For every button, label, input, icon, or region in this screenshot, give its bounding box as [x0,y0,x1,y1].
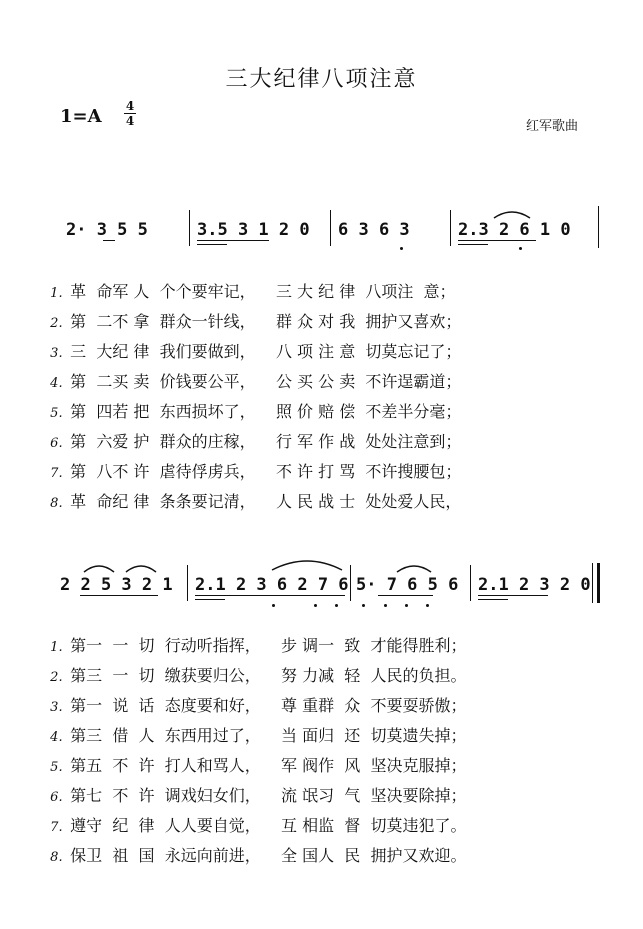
final-barline-thin [592,563,593,603]
beam-underline [458,240,536,241]
beam-underline [103,240,115,241]
barline [598,206,599,248]
verse-number: 8. [50,496,63,511]
verse-number: 6. [50,790,63,805]
verse-number: 2. [50,316,63,331]
measure-3-notes: 6 3 6 3 [338,220,410,240]
measure-6-notes: 2.1 2 3 6 2 7 6 [195,575,349,595]
time-signature-top: 4 [125,99,135,113]
verse-text: 遵守 纪 律 人人要自觉， 互 相监 督 切莫违犯了。 [70,816,467,835]
slur [395,562,433,574]
verse-text: 第三 一 切 缴获要归公， 努 力减 轻 人民的负担。 [70,666,467,685]
measure-8-notes: 2.1 2 3 2 0 [478,575,591,595]
verse-number: 3. [50,700,63,715]
low-octave-dot [362,604,365,607]
verse-text: 第五 不 许 打人和骂人， 军 阀作 风 坚决克服掉； [70,756,467,775]
verse-number: 7. [50,466,63,481]
verse-number: 5. [50,760,63,775]
slur [270,556,344,572]
low-octave-dot [405,604,408,607]
low-octave-dot [426,604,429,607]
verse-number: 2. [50,670,63,685]
low-octave-dot [384,604,387,607]
composer-credit: 红军歌曲 [526,119,579,134]
beam-underline [478,599,508,600]
measure-4-notes: 2.3 2 6 1 0 [458,220,571,240]
verse-text: 第三 借 人 东西用过了， 当 面归 还 切莫遗失掉； [70,726,467,745]
verse-number: 4. [50,376,63,391]
barline [187,565,188,601]
verse-number: 7. [50,820,63,835]
time-signature [123,99,137,128]
song-title: 三大纪律八项注意 [225,67,418,92]
low-octave-dot [400,247,403,250]
verse-text: 第七 不 许 调戏妇女们， 流 氓习 气 坚决要除掉； [70,786,467,805]
low-octave-dot [335,604,338,607]
verse-text: 第 四若 把 东西损坏了， 照 价 赔 偿 不差半分毫； [70,402,462,421]
beam-underline [195,595,345,596]
verse-number: 8. [50,850,63,865]
verse-text: 革 命军 人 个个要牢记， 三 大 纪 律 八项注 意； [70,282,456,301]
verse-number: 1. [50,286,63,301]
barline [450,210,451,246]
slur [82,562,116,574]
slur [492,208,532,220]
verse-text: 第 八不 许 虐待俘虏兵， 不 许 打 骂 不许搜腰包； [70,462,462,481]
beam-underline [458,244,488,245]
barline [470,565,471,601]
verse-text: 第一 说 话 态度要和好， 尊 重群 众 不要耍骄傲； [70,696,467,715]
verse-text: 第 二不 拿 群众一针线， 群 众 对 我 拥护又喜欢； [70,312,462,331]
barline [330,210,331,246]
slur [124,562,158,574]
barline [350,565,351,601]
verse-text: 保卫 祖 国 永远向前进， 全 国人 民 拥护又欢迎。 [70,846,467,865]
verse-number: 6. [50,436,63,451]
verse-text: 第一 一 切 行动听指挥， 步 调一 致 才能得胜利； [70,636,467,655]
verse-text: 革 命纪 律 条条要记清， 人 民 战 士 处处爱人民， [70,492,462,511]
key-signature: 1=A [60,106,102,127]
verse-number: 3. [50,346,63,361]
verse-text: 三 大纪 律 我们要做到， 八 项 注 意 切莫忘记了； [70,342,462,361]
beam-underline [195,599,225,600]
verse-number: 1. [50,640,63,655]
low-octave-dot [314,604,317,607]
verse-line [40,470,600,512]
time-signature-bottom: 4 [125,114,135,128]
verse-line [40,824,600,866]
beam-underline [197,240,269,241]
verse-text: 第 二买 卖 价钱要公平， 公 买 公 卖 不许逞霸道； [70,372,462,391]
verse-text: 第 六爱 护 群众的庄稼， 行 军 作 战 处处注意到； [70,432,462,451]
beam-underline [80,595,158,596]
measure-5-notes: 2 2 5 3 2 1 [60,575,173,595]
beam-underline [197,244,227,245]
beam-underline [478,595,548,596]
low-octave-dot [272,604,275,607]
verse-number: 4. [50,730,63,745]
beam-underline [378,595,433,596]
measure-2-notes: 3.5 3 1 2 0 [197,220,310,240]
verse-number: 5. [50,406,63,421]
measure-1-notes: 2· 3 5 5 [66,220,148,240]
low-octave-dot [519,247,522,250]
final-barline-thick [597,563,600,603]
barline [189,210,190,246]
measure-7-notes: 5· 7 6 5 6 [356,575,459,595]
